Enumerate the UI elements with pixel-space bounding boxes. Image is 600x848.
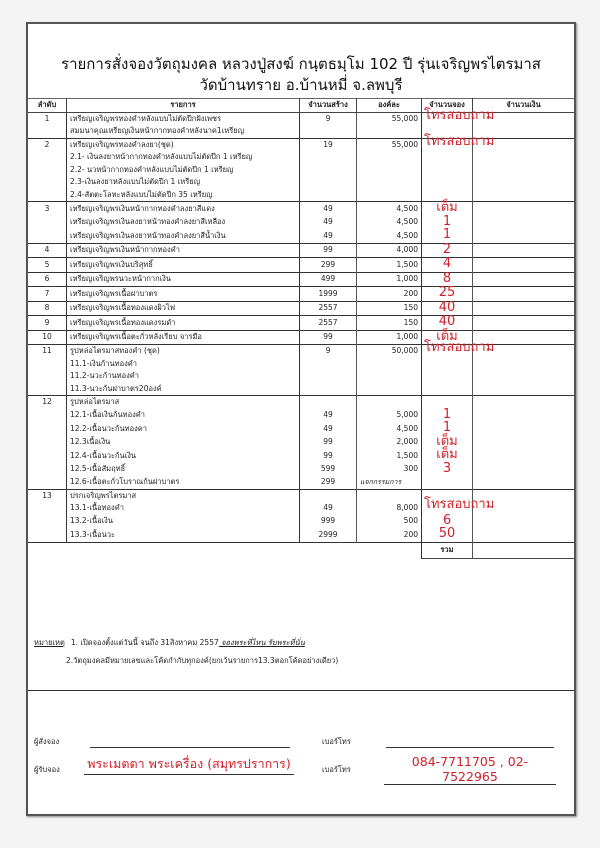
booked-value: 3 xyxy=(442,460,452,476)
row-number: 6 xyxy=(28,272,67,287)
row-number xyxy=(28,463,67,477)
item-name: เหรียญเจริญพรทองคำหลังแบบไม่ตัดปีกฝังเพชร xyxy=(67,112,300,125)
total-row xyxy=(28,542,574,559)
col-header-item: รายการ xyxy=(67,99,300,113)
amount xyxy=(473,243,575,258)
table-row xyxy=(28,396,574,409)
unit-price: 1,000 xyxy=(357,272,422,287)
unit-price: 200 xyxy=(357,528,422,542)
call-to-ask-label: โทรสอบถาม xyxy=(424,133,495,149)
quantity-made: 49 xyxy=(300,422,357,436)
unit-price: 4,000 xyxy=(357,243,422,258)
booked-value: 40 xyxy=(438,314,456,329)
quantity-made: 49 xyxy=(300,502,357,515)
item-name: เหรียญเจริญพรทองคำลงยา(ชุด) xyxy=(67,138,300,151)
quantity-made: 99 xyxy=(300,436,357,450)
row-number xyxy=(28,449,67,463)
amount xyxy=(473,301,575,316)
unit-price: 300 xyxy=(357,463,422,477)
amount xyxy=(473,176,575,189)
row-number xyxy=(28,528,67,542)
table-row xyxy=(28,272,574,287)
call-to-ask-label: โทรสอบถาม xyxy=(424,340,495,355)
row-number xyxy=(28,189,67,202)
orderer-phone-field[interactable] xyxy=(386,736,554,748)
item-name: เหรียญเจริญพรเนื้อตะกั่วหลังเรียบ จารมือ xyxy=(67,330,300,345)
receiver-name: พระเมตตา พระเครื่อง (สมุทรปราการ) xyxy=(84,754,294,775)
table-row xyxy=(28,112,574,125)
unit-price: 55,000 xyxy=(357,112,422,125)
amount xyxy=(473,202,575,216)
amount xyxy=(473,216,575,230)
unit-price: 150 xyxy=(357,301,422,316)
note-2: 2.วัตถุมงคลมีหมายเลขและโค้ดกำกับทุกองค์(ยกเว้นรายการ13.3ตอกโค้ดอย่างเดียว) xyxy=(66,656,339,665)
item-name: 12.2-เนื้อนวะก้นทองคา xyxy=(67,422,300,436)
row-number xyxy=(28,125,67,138)
booked-count xyxy=(422,370,473,383)
amount xyxy=(473,358,575,371)
booked-value: 1 xyxy=(442,227,452,242)
amount xyxy=(473,151,575,164)
row-number: 11 xyxy=(28,345,67,358)
amount xyxy=(473,528,575,542)
quantity-made xyxy=(300,176,357,189)
total-label: รวม xyxy=(422,542,473,559)
unit-price xyxy=(357,151,422,164)
table-row xyxy=(28,463,574,477)
item-name: 2.4-สัตตะโลหะหลังแบบไม่ตัดปีก 35 เหรียญ xyxy=(67,189,300,202)
quantity-made xyxy=(300,383,357,396)
row-number xyxy=(28,436,67,450)
item-name: 2.2- นวหน้ากากทองคำหลังแบบไม่ตัดปีก 1 เหรียญ xyxy=(67,164,300,177)
note-1: 1. เปิดจองตั้งแต่วันนี้ จนถึง 31สิงหาคม 2557 xyxy=(70,638,219,647)
quantity-made xyxy=(300,370,357,383)
item-name: เหรียญเจริญพรเงินลงยาหน้าทองคำลงยาสีเหลือง xyxy=(67,216,300,230)
title-line-1: รายการสั่งจองวัตถุมงคล หลวงปู่สงฆ์ กนฺตธมฺโม 102 ปี รุ่นเจริญพรไตรมาส xyxy=(61,55,541,73)
table-row xyxy=(28,528,574,542)
item-name: เหรียญเจริญพรเงินหน้ากากทองคำลงยาสีแดง xyxy=(67,202,300,216)
amount xyxy=(473,370,575,383)
amount xyxy=(473,272,575,287)
unit-price xyxy=(357,383,422,396)
divider xyxy=(28,690,574,691)
quantity-made: 49 xyxy=(300,202,357,216)
booked-count xyxy=(422,528,473,542)
unit-price xyxy=(357,125,422,138)
unit-price: 4,500 xyxy=(357,422,422,436)
item-name: เหรียญเจริญพรเงินลงยาหน้าทองคำลงยาสีน้ำเงิน xyxy=(67,229,300,243)
table-row xyxy=(28,176,574,189)
table-row xyxy=(28,422,574,436)
quantity-made: 99 xyxy=(300,449,357,463)
orderer-name-field[interactable] xyxy=(90,736,290,748)
booked-value: 50 xyxy=(438,526,456,541)
table-body xyxy=(28,107,574,559)
quantity-made xyxy=(300,151,357,164)
amount xyxy=(473,436,575,450)
item-name: เหรียญเจริญพรเนื้อฝาบาตร xyxy=(67,287,300,302)
col-header-no: ลำดับ xyxy=(28,99,67,113)
quantity-made xyxy=(300,189,357,202)
quantity-made xyxy=(300,358,357,371)
row-number xyxy=(28,229,67,243)
quantity-made xyxy=(300,396,357,409)
item-name: เหรียญเจริญพรเงินหน้ากากทองคำ xyxy=(67,243,300,258)
booked-count xyxy=(422,107,495,125)
booked-count xyxy=(422,460,473,477)
receiver-phone: 084-7711705 , 02-7522965 xyxy=(384,754,556,785)
table-row xyxy=(28,370,574,383)
item-name: 13.1-เนื้อทองคำ xyxy=(67,502,300,515)
item-name: 2.3-เงินลงยาหลังแบบไม่ตัดปีก 1 เหรียญ xyxy=(67,176,300,189)
unit-price: แจกกรรมการ xyxy=(357,476,422,489)
note-1-emphasis: จองพระที่ไหน รับพระที่นั่น xyxy=(218,638,305,647)
table-row xyxy=(28,138,574,151)
table-row xyxy=(28,202,574,216)
unit-price xyxy=(357,176,422,189)
item-name: 12.6-เนื้อตะกั่วโบราณก้นฝาบาตร xyxy=(67,476,300,489)
row-number: 5 xyxy=(28,258,67,273)
quantity-made: 599 xyxy=(300,463,357,477)
booked-value: 2 xyxy=(442,241,452,257)
booked-count xyxy=(422,340,495,358)
unit-price: 1,500 xyxy=(357,258,422,273)
unit-price xyxy=(357,396,422,409)
total-amount xyxy=(473,542,575,559)
item-name: 12.1-เนื้อเงินก้นทองคำ xyxy=(67,409,300,423)
call-to-ask-label: โทรสอบถาม xyxy=(424,497,495,512)
amount xyxy=(473,476,575,489)
table-row xyxy=(28,164,574,177)
quantity-made: 49 xyxy=(300,229,357,243)
item-name: 13.3-เนื้อนวะ xyxy=(67,528,300,542)
quantity-made: 49 xyxy=(300,216,357,230)
unit-price: 4,500 xyxy=(357,229,422,243)
unit-price: 4,500 xyxy=(357,216,422,230)
quantity-made: 299 xyxy=(300,258,357,273)
quantity-made xyxy=(300,164,357,177)
unit-price xyxy=(357,164,422,177)
booked-value: 4 xyxy=(442,256,452,271)
row-number xyxy=(28,383,67,396)
booked-count xyxy=(422,164,473,177)
receiver-phone-label: เบอร์โทร xyxy=(322,765,351,774)
item-name: 11.3-นวะก้นฝาบาตร20องค์ xyxy=(67,383,300,396)
row-number xyxy=(28,151,67,164)
table-row xyxy=(28,189,574,202)
item-name: รูปหล่อไตรมาส xyxy=(67,396,300,409)
unit-price: 55,000 xyxy=(357,138,422,151)
unit-price xyxy=(357,358,422,371)
quantity-made: 299 xyxy=(300,476,357,489)
table-row xyxy=(28,258,574,273)
amount xyxy=(473,463,575,477)
col-header-booked: จำนวนจอง xyxy=(422,99,473,113)
call-to-ask-label: โทรสอบถาม xyxy=(424,107,495,123)
item-name: 11.2-นวะก้านทองคำ xyxy=(67,370,300,383)
table-row xyxy=(28,515,574,529)
row-number: 8 xyxy=(28,301,67,316)
unit-price: 1,500 xyxy=(357,449,422,463)
unit-price: 500 xyxy=(357,515,422,529)
quantity-made: 2999 xyxy=(300,528,357,542)
booked-count xyxy=(422,358,473,371)
booked-value: 40 xyxy=(438,299,456,315)
item-name: 2.1- เงินลงยาหน้ากากทองคำหลังแบบไม่ตัดปีก 1 เหรียญ xyxy=(67,151,300,164)
row-number: 2 xyxy=(28,138,67,151)
quantity-made: 1999 xyxy=(300,287,357,302)
table-row xyxy=(28,502,574,515)
orderer-phone-label: เบอร์โทร xyxy=(322,737,351,746)
unit-price: 50,000 xyxy=(357,345,422,358)
item-name: รูปหล่อไตรมาสทองคำ (ชุด) xyxy=(67,345,300,358)
col-header-qty: จำนวนสร้าง xyxy=(300,99,357,113)
row-number xyxy=(28,370,67,383)
table-row xyxy=(28,151,574,164)
booked-value: 1 xyxy=(442,420,452,435)
booked-value: 1 xyxy=(442,406,452,422)
quantity-made: 99 xyxy=(300,330,357,345)
amount xyxy=(473,396,575,409)
row-number: 7 xyxy=(28,287,67,302)
unit-price xyxy=(357,189,422,202)
item-name: เหรียญเจริญพรเนื้อทองแดงรมดำ xyxy=(67,316,300,331)
row-number: 12 xyxy=(28,396,67,409)
row-number: 1 xyxy=(28,112,67,125)
quantity-made: 999 xyxy=(300,515,357,529)
item-name: 11.1-เงินก้านทองคำ xyxy=(67,358,300,371)
item-name: เหรียญเจริญพรเนื้อทองแดงผิวไฟ xyxy=(67,301,300,316)
table-row xyxy=(28,345,574,358)
amount xyxy=(473,422,575,436)
total-spacer xyxy=(28,542,422,559)
order-form-page xyxy=(26,22,576,816)
receiver-label: ผู้รับจอง xyxy=(34,765,60,774)
quantity-made: 49 xyxy=(300,409,357,423)
amount xyxy=(473,383,575,396)
booked-value: เต็ม xyxy=(436,328,458,344)
booked-value: เต็ม xyxy=(436,200,458,215)
amount xyxy=(473,409,575,423)
row-number xyxy=(28,476,67,489)
row-number xyxy=(28,358,67,371)
quantity-made: 9 xyxy=(300,112,357,125)
unit-price: 5,000 xyxy=(357,409,422,423)
booked-count xyxy=(422,476,473,489)
amount xyxy=(473,164,575,177)
quantity-made: 499 xyxy=(300,272,357,287)
quantity-made: 19 xyxy=(300,138,357,151)
item-name: เหรียญเจริญพรเงินบริสุทธิ์ xyxy=(67,258,300,273)
table-row xyxy=(28,229,574,243)
table-row xyxy=(28,409,574,423)
row-number: 9 xyxy=(28,316,67,331)
table-row xyxy=(28,436,574,450)
unit-price: 200 xyxy=(357,287,422,302)
unit-price: 150 xyxy=(357,316,422,331)
item-name: 13.2-เนื้อเงิน xyxy=(67,515,300,529)
quantity-made: 2557 xyxy=(300,316,357,331)
row-number: 4 xyxy=(28,243,67,258)
col-header-amount: จำนวนเงิน xyxy=(473,99,575,113)
booked-value: 1 xyxy=(442,213,452,229)
table-row xyxy=(28,449,574,463)
row-number: 3 xyxy=(28,202,67,216)
booked-count xyxy=(422,151,473,164)
table-row xyxy=(28,316,574,331)
quantity-made: 9 xyxy=(300,345,357,358)
row-number xyxy=(28,409,67,423)
unit-price: 8,000 xyxy=(357,502,422,515)
booked-count xyxy=(422,133,495,151)
item-name: ปรกเจริญพรไตรมาส xyxy=(67,489,300,502)
orderer-label: ผู้สั่งจอง xyxy=(34,737,60,746)
table-row xyxy=(28,476,574,489)
unit-price: 2,000 xyxy=(357,436,422,450)
item-name: 12.4-เนื้อนวะก้นเงิน xyxy=(67,449,300,463)
item-name: สมมนาคุณเหรียญเงินหน้ากากทองคำหลังนาค1เหรียญ xyxy=(67,125,300,138)
item-name: 12.3เนื้อเงิน xyxy=(67,436,300,450)
row-number xyxy=(28,216,67,230)
table-row xyxy=(28,287,574,302)
amount xyxy=(473,229,575,243)
item-name: 12.5-เนื้อสัมฤทธิ์ xyxy=(67,463,300,477)
unit-price: 4,500 xyxy=(357,202,422,216)
row-number xyxy=(28,176,67,189)
table-row xyxy=(28,358,574,371)
notes-label: หมายเหตุ xyxy=(34,638,65,647)
booked-value: 8 xyxy=(442,270,452,286)
table-row xyxy=(28,243,574,258)
booked-value: 6 xyxy=(442,512,452,528)
amount xyxy=(473,287,575,302)
row-number xyxy=(28,515,67,529)
col-header-price: องค์ละ xyxy=(357,99,422,113)
amount xyxy=(473,316,575,331)
quantity-made xyxy=(300,125,357,138)
row-number: 10 xyxy=(28,330,67,345)
quantity-made: 2557 xyxy=(300,301,357,316)
table-row xyxy=(28,216,574,230)
row-number xyxy=(28,502,67,515)
table-row xyxy=(28,301,574,316)
amount xyxy=(473,515,575,529)
unit-price xyxy=(357,489,422,502)
amount xyxy=(473,258,575,273)
booked-value: 25 xyxy=(438,285,456,300)
row-number xyxy=(28,422,67,436)
notes-section xyxy=(34,634,564,670)
quantity-made: 99 xyxy=(300,243,357,258)
unit-price xyxy=(357,370,422,383)
row-number: 13 xyxy=(28,489,67,502)
amount xyxy=(473,189,575,202)
amount xyxy=(473,449,575,463)
table-row xyxy=(28,383,574,396)
booked-value: เต็ม xyxy=(436,433,458,449)
item-name: เหรียญเจริญพรนวะหน้ากากเงิน xyxy=(67,272,300,287)
order-table xyxy=(28,98,574,559)
unit-price: 1,000 xyxy=(357,330,422,345)
booked-count xyxy=(422,383,473,396)
document-title xyxy=(28,54,574,96)
booked-count xyxy=(422,176,473,189)
title-line-2: วัดบ้านทราย อ.บ้านหมี่ จ.ลพบุรี xyxy=(199,76,403,94)
booked-value: เต็ม xyxy=(436,447,458,462)
row-number xyxy=(28,164,67,177)
quantity-made xyxy=(300,489,357,502)
